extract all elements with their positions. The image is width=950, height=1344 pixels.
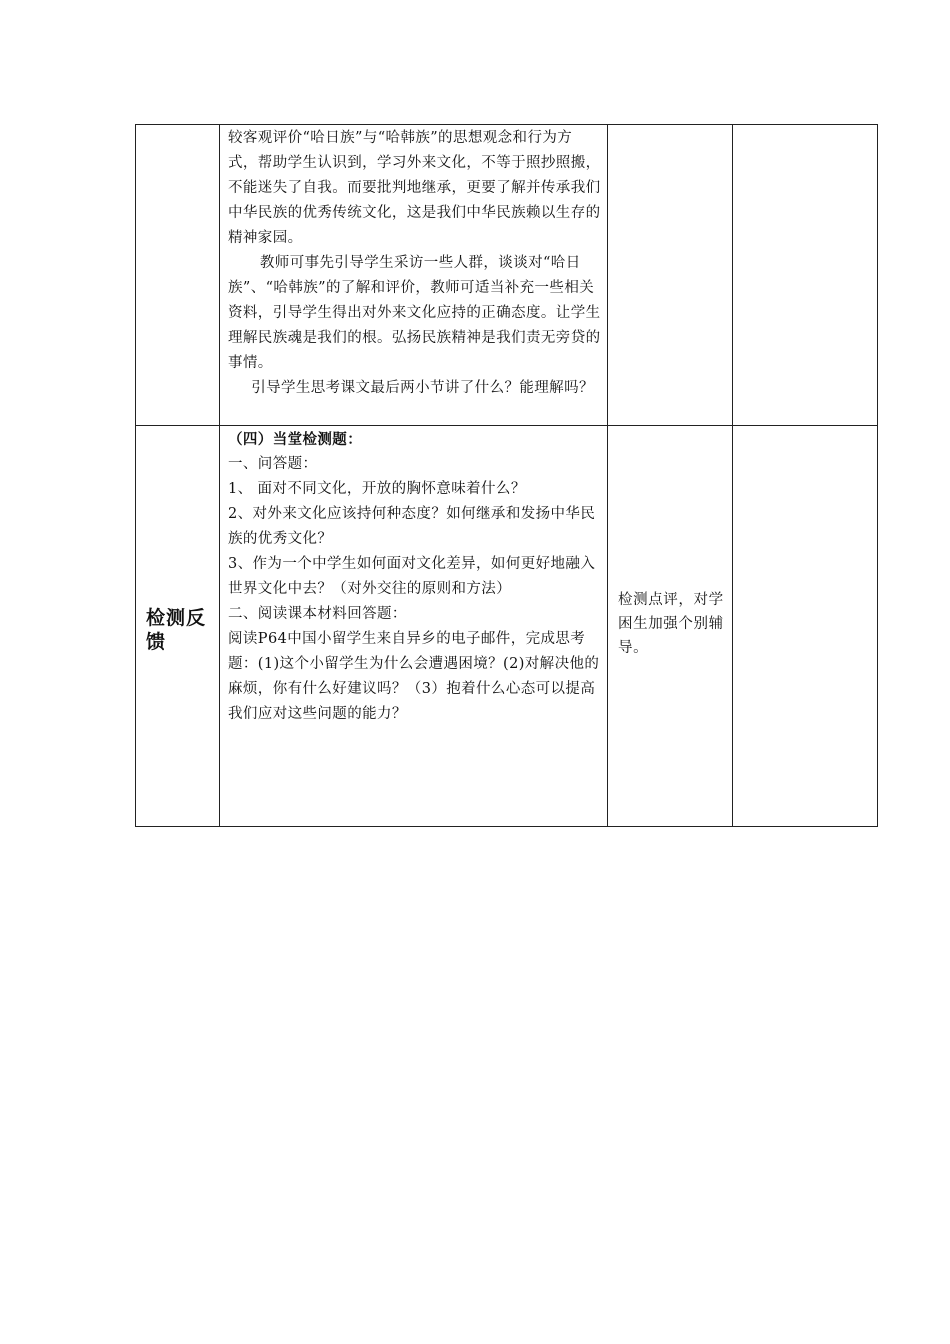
quiz-line: 1、 面对不同文化，开放的胸怀意味着什么？ (228, 481, 526, 497)
section-label-cell (136, 125, 220, 426)
extra-cell (733, 426, 878, 827)
section-label: 检测反馈 (146, 606, 207, 653)
evaluation-cell (608, 426, 733, 827)
quiz-line: 3、作为一个中学生如何面对文化差异，如何更好地融入世界文化中去？（对外交往的原则和方法） (228, 556, 596, 597)
extra-cell (733, 125, 878, 426)
quiz-line: 2、对外来文化应该持何种态度？如何继承和发扬中华民族的优秀文化？ (228, 506, 596, 547)
activity-content-cell (220, 125, 608, 426)
quiz-heading: （四）当堂检测题： (228, 431, 363, 448)
quiz-line: 一、问答题： (228, 456, 318, 472)
table-row (136, 125, 878, 426)
activity-paragraph: 引导学生思考课文最后两小节讲了什么？能理解吗？ (251, 380, 594, 396)
evaluation-cell (608, 125, 733, 426)
section-label-cell (136, 426, 220, 827)
quiz-content-cell (220, 426, 608, 827)
quiz-line: 二、阅读课本材料回答题： (228, 606, 407, 622)
activity-paragraph: 教师可事先引导学生采访一些人群，谈谈对“哈日族”、“哈韩族”的了解和评价，教师可适当补充一些相关资料，引导学生得出对外来文化应持的正确态度。让学生理解民族魂是我们的根。弘扬民族精神是我们责无旁贷的事情。 (228, 255, 601, 371)
quiz-line: 阅读P64中国小留学生来自异乡的电子邮件，完成思考题：(1)这个小留学生为什么会遭遇困境？(2)对解决他的麻烦，你有什么好建议吗？（3）抱着什么心态可以提高我们应对这些问题的能力？ (228, 631, 600, 722)
lesson-plan-table (135, 124, 878, 827)
activity-paragraph: 较客观评价“哈日族”与“哈韩族”的思想观念和行为方式，帮助学生认识到，学习外来文化，不等于照抄照搬，不能迷失了自我。而要批判地继承，更要了解并传承我们中华民族的优秀传统文化，这是我们中华民族赖以生存的精神家园。 (228, 130, 601, 246)
evaluation-text: 检测点评，对学困生加强个别辅导。 (618, 592, 724, 656)
table-row (136, 426, 878, 827)
